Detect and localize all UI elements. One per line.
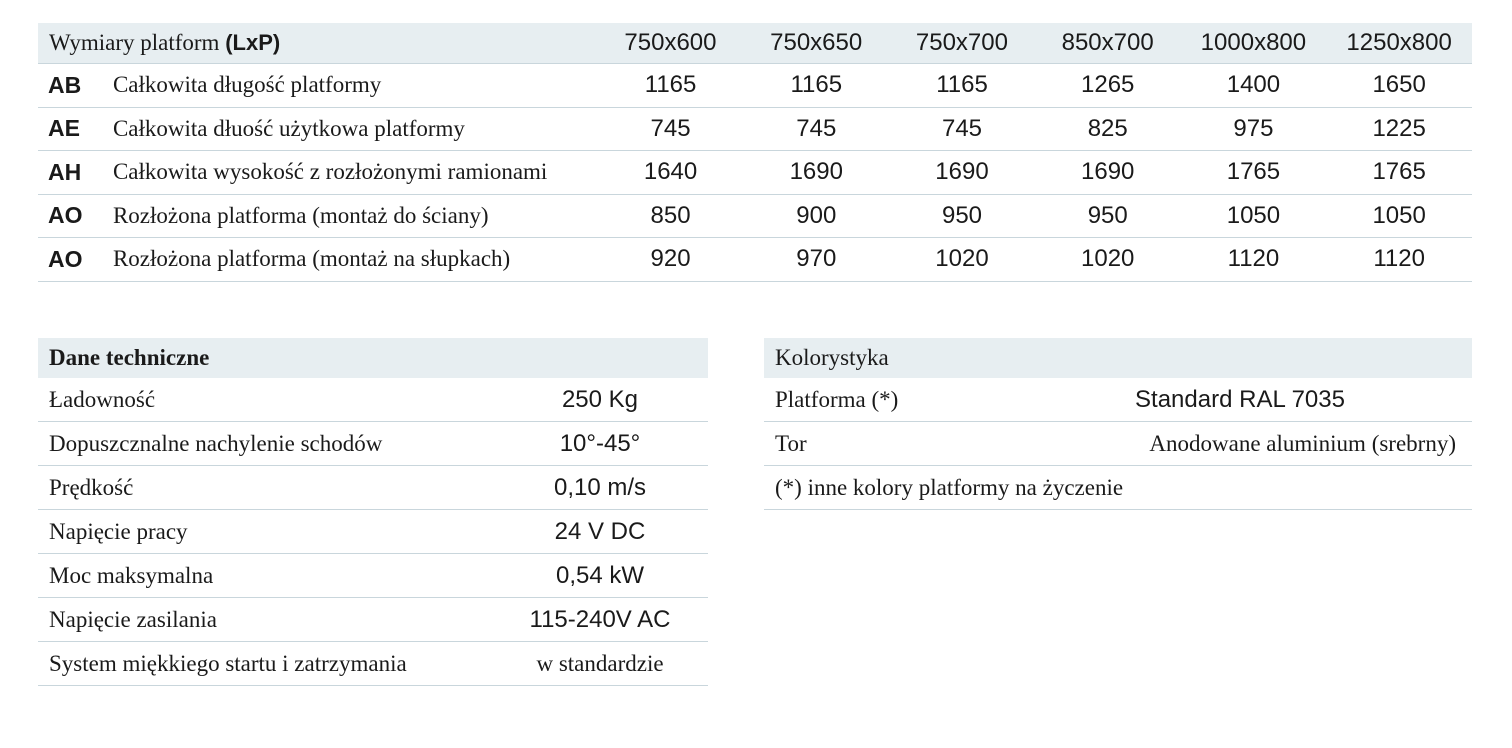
color-note: (*) inne kolory platformy na życzenie bbox=[775, 474, 1124, 500]
row-value: 970 bbox=[796, 245, 837, 273]
color-value: Standard RAL 7035 bbox=[1135, 385, 1345, 413]
size-column-header: 1250x800 bbox=[1346, 29, 1452, 56]
row-value: 1050 bbox=[1372, 201, 1426, 229]
row-description: Całkowita dłuość użytkowa platformy bbox=[112, 115, 465, 141]
row-value: 975 bbox=[1233, 114, 1274, 142]
row-value: 1020 bbox=[935, 245, 989, 273]
row-value: 950 bbox=[1087, 201, 1128, 229]
colors-table bbox=[764, 338, 1472, 510]
row-description: Całkowita wysokość z rozłożonymi ramionami bbox=[112, 159, 548, 185]
spec-label: Dopuszcznalne nachylenie schodów bbox=[49, 430, 383, 456]
size-column-header: 750x600 bbox=[624, 29, 717, 56]
table-row bbox=[38, 108, 1472, 152]
dimensions-header-text: Wymiary platform bbox=[49, 30, 220, 55]
row-value: 1120 bbox=[1373, 245, 1425, 273]
row-value: 950 bbox=[941, 201, 983, 229]
spec-label: Prędkość bbox=[49, 474, 134, 500]
row-value: 900 bbox=[796, 201, 837, 229]
row-value: 1265 bbox=[1081, 71, 1135, 99]
spec-label: Ładowność bbox=[49, 386, 156, 412]
row-value: 745 bbox=[650, 114, 691, 142]
row-value: 1400 bbox=[1226, 71, 1281, 99]
size-column-header: 750x700 bbox=[915, 29, 1008, 56]
row-value: 850 bbox=[650, 201, 691, 229]
row-value: 1765 bbox=[1372, 158, 1426, 186]
spec-value: 10°-45° bbox=[559, 429, 641, 457]
dimensions-table bbox=[38, 23, 1472, 282]
spec-value: 24 V DC bbox=[554, 517, 646, 545]
table-row bbox=[38, 510, 708, 554]
row-description: Rozłożona platforma (montaż do ściany) bbox=[112, 202, 489, 228]
row-value: 1225 bbox=[1372, 114, 1426, 142]
spec-label: Napięcie zasilania bbox=[49, 606, 217, 632]
spec-value: 250 Kg bbox=[561, 385, 639, 413]
row-code: AB bbox=[48, 71, 82, 98]
spec-label: System miękkiego startu i zatrzymania bbox=[49, 650, 407, 676]
dimensions-header-label bbox=[38, 30, 598, 56]
dimensions-header-row bbox=[38, 23, 1472, 64]
row-value: 1165 bbox=[936, 71, 988, 99]
spec-value: 0,54 kW bbox=[555, 561, 645, 589]
color-label: Platforma (*) bbox=[775, 386, 899, 412]
table-row bbox=[38, 598, 708, 642]
color-value: Anodowane aluminium (srebrny) bbox=[1149, 430, 1456, 456]
technical-data-title: Dane techniczne bbox=[38, 338, 708, 378]
row-code: AO bbox=[48, 202, 83, 229]
table-row bbox=[764, 422, 1472, 466]
technical-data-table bbox=[38, 338, 708, 686]
dimensions-header-lxp: (LxP) bbox=[225, 30, 281, 55]
size-column-header: 850x700 bbox=[1061, 29, 1154, 56]
row-value: 825 bbox=[1087, 114, 1128, 142]
row-code: AE bbox=[48, 115, 80, 142]
table-row bbox=[38, 64, 1472, 108]
row-value: 1020 bbox=[1081, 245, 1135, 273]
row-description: Całkowita długość platformy bbox=[112, 72, 382, 98]
table-row bbox=[764, 466, 1472, 510]
spec-value: 0,10 m/s bbox=[553, 473, 647, 501]
table-row bbox=[38, 466, 708, 510]
table-row bbox=[38, 642, 708, 686]
spec-value: w standardzie bbox=[536, 650, 664, 676]
row-code: AO bbox=[48, 245, 83, 272]
table-row bbox=[38, 378, 708, 422]
size-column-header: 1000x800 bbox=[1200, 29, 1307, 56]
table-row bbox=[38, 151, 1472, 195]
row-value: 1165 bbox=[644, 71, 697, 99]
row-value: 1690 bbox=[935, 158, 989, 186]
table-row bbox=[764, 378, 1472, 422]
spec-label: Napięcie pracy bbox=[49, 518, 188, 544]
row-value: 1165 bbox=[790, 71, 843, 99]
spec-value: 115-240V AC bbox=[529, 605, 671, 633]
row-value: 1650 bbox=[1372, 71, 1426, 99]
color-label: Tor bbox=[775, 430, 807, 456]
row-value: 745 bbox=[796, 114, 837, 142]
row-value: 1690 bbox=[1081, 158, 1135, 186]
table-row bbox=[38, 422, 708, 466]
row-value: 1120 bbox=[1227, 245, 1280, 273]
table-row bbox=[38, 554, 708, 598]
row-value: 745 bbox=[941, 114, 983, 142]
table-row bbox=[38, 238, 1472, 282]
colors-title: Kolorystyka bbox=[764, 338, 1472, 378]
row-value: 1690 bbox=[789, 158, 843, 186]
row-value: 1640 bbox=[643, 158, 698, 186]
spec-label: Moc maksymalna bbox=[49, 562, 214, 588]
size-column-header: 750x650 bbox=[770, 29, 863, 56]
row-code: AH bbox=[48, 158, 82, 185]
row-value: 1050 bbox=[1226, 201, 1281, 229]
row-value: 920 bbox=[650, 245, 691, 273]
table-row bbox=[38, 195, 1472, 239]
row-description: Rozłożona platforma (montaż na słupkach) bbox=[112, 246, 511, 272]
row-value: 1765 bbox=[1226, 158, 1281, 186]
